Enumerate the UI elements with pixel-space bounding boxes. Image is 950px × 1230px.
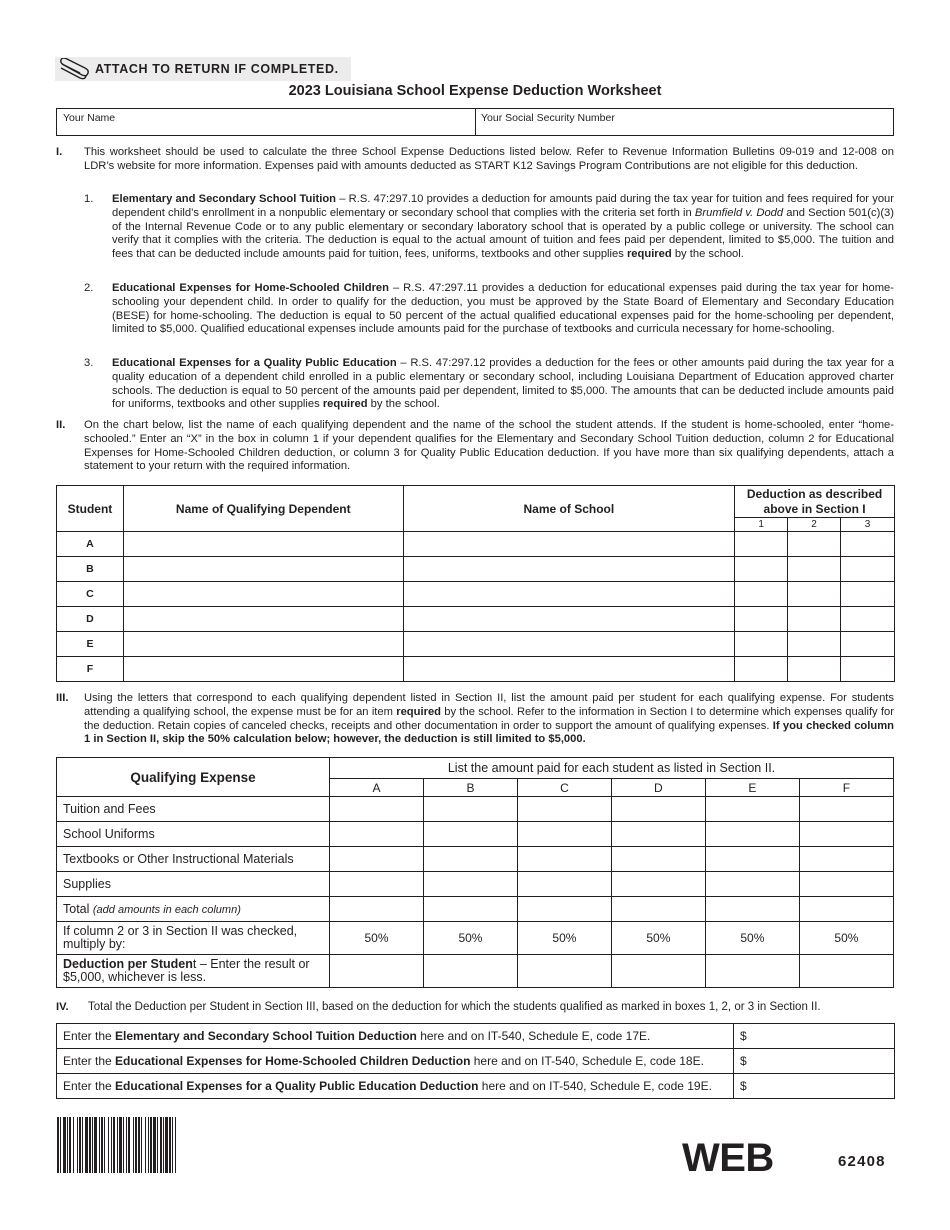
school-name-field[interactable] xyxy=(403,557,735,582)
barcode-icon xyxy=(57,1117,229,1173)
table-row xyxy=(57,955,894,988)
form-title: 2023 Louisiana School Expense Deduction Worksheet xyxy=(288,83,662,99)
deduction-field[interactable] xyxy=(705,955,799,988)
amount-field[interactable] xyxy=(705,822,799,847)
section-4-number: IV. xyxy=(56,1001,69,1013)
school-name-field[interactable] xyxy=(403,607,735,632)
amount-field[interactable] xyxy=(330,872,424,897)
totals-table xyxy=(56,1023,895,1099)
amount-field[interactable] xyxy=(517,822,611,847)
table-row xyxy=(57,557,895,582)
amount-field[interactable] xyxy=(330,822,424,847)
dependents-table xyxy=(56,485,895,682)
amount-field[interactable] xyxy=(799,822,893,847)
tuition-deduction-label: Enter the Elementary and Secondary School Tuition Deduction here and on IT-540, Schedule E, code 17E. xyxy=(57,1024,734,1049)
amount-field[interactable] xyxy=(423,872,517,897)
checkbox-col-2[interactable] xyxy=(788,632,841,657)
public-education-deduction-field[interactable]: $ xyxy=(734,1074,895,1099)
school-name-field[interactable] xyxy=(403,532,735,557)
expense-label: School Uniforms xyxy=(57,822,330,847)
section-1-number: I. xyxy=(56,146,63,158)
letter-col-a: A xyxy=(330,779,424,797)
item-3-text: Educational Expenses for a Quality Public Education – R.S. 47:297.12 provides a deduction for the fees or other amounts paid during the tax year for a quality education of a dependent child enrolled in a public elementary or secondary school, including Louisiana Department of Education approved charter schools. The deduction is equal to 50 percent of the amounts paid per dependent, limited to $5,000. The amounts that can be deducted include amounts paid for uniforms, textbooks and other supplies required by the school. xyxy=(112,357,894,411)
amount-field[interactable] xyxy=(799,872,893,897)
your-name-field[interactable] xyxy=(57,109,475,135)
checkbox-col-1[interactable] xyxy=(735,582,788,607)
table-row xyxy=(57,632,895,657)
attach-notice: ATTACH TO RETURN IF COMPLETED. xyxy=(95,62,339,76)
dependent-name-field[interactable] xyxy=(123,632,403,657)
paperclip-icon xyxy=(58,58,90,80)
amount-field[interactable] xyxy=(330,797,424,822)
checkbox-col-3[interactable] xyxy=(841,632,895,657)
amount-field[interactable] xyxy=(517,872,611,897)
total-field[interactable] xyxy=(799,897,893,922)
section-2-text: On the chart below, list the name of each qualifying dependent and the name of the school the student attends. If the student is home-schooled, enter “home-schooled.” Enter an “X” in the box in column 1 if your dependent qualifies for the Elementary and Secondary School Tuition deduction, column 2 for Educational Expenses for Home-Schooled Children deduction, or column 3 for Quality Public Education deduction. If you have more than six qualifying dependents, attach a statement to your return with the required information. xyxy=(84,419,894,473)
expense-label: Textbooks or Other Instructional Materials xyxy=(57,847,330,872)
total-field[interactable] xyxy=(423,897,517,922)
letter-col-c: C xyxy=(517,779,611,797)
col-deduction-header: Deduction as described above in Section I xyxy=(735,486,895,518)
letter-col-e: E xyxy=(705,779,799,797)
dependent-name-field[interactable] xyxy=(123,607,403,632)
deduction-field[interactable] xyxy=(517,955,611,988)
checkbox-col-2[interactable] xyxy=(788,557,841,582)
deduction-field[interactable] xyxy=(423,955,517,988)
checkbox-col-1[interactable] xyxy=(735,632,788,657)
web-mark: WEB xyxy=(682,1136,774,1180)
expense-label: Tuition and Fees xyxy=(57,797,330,822)
school-name-field[interactable] xyxy=(403,632,735,657)
student-letter: C xyxy=(57,582,124,607)
section-3-text: Using the letters that correspond to each qualifying dependent listed in Section II, list the amount paid per student for each qualifying expense. For students attending a qualifying school, the expense must be for an item required by the school. Refer to the information in Section I to determine which expenses qualify for the deduction. Retain copies of canceled checks, receipts and other documentation in order to support the amount of qualifying expenses. If you checked column 1 in Section II, skip the 50% calculation below; however, the deduction is still limited to $5,000. xyxy=(84,692,894,746)
table-row xyxy=(57,1024,895,1049)
table-row xyxy=(57,582,895,607)
subcol-2: 2 xyxy=(788,518,841,532)
your-name-label: Your Name xyxy=(63,112,116,124)
section-2-number: II. xyxy=(56,419,66,431)
percent-value: 50% xyxy=(611,922,705,955)
amount-field[interactable] xyxy=(799,847,893,872)
letter-col-d: D xyxy=(611,779,705,797)
amount-field[interactable] xyxy=(705,847,799,872)
student-letter: D xyxy=(57,607,124,632)
checkbox-col-1[interactable] xyxy=(735,557,788,582)
percent-value: 50% xyxy=(330,922,424,955)
total-field[interactable] xyxy=(705,897,799,922)
table-row xyxy=(57,922,894,955)
table-row xyxy=(57,1049,895,1074)
percent-value: 50% xyxy=(799,922,893,955)
amount-field[interactable] xyxy=(611,797,705,822)
student-letter: F xyxy=(57,657,124,682)
col-expense-header: Qualifying Expense xyxy=(57,758,330,797)
col-list-header: List the amount paid for each student as listed in Section II. xyxy=(330,758,894,779)
section-1-intro: This worksheet should be used to calculate the three School Expense Deductions listed below. Refer to Revenue Information Bulletins 09-019 and 12-008 on LDR’s website for more information. Expenses paid with amounts deducted as START K12 Savings Program Contributions are not eligible for this deduction. xyxy=(84,146,894,172)
ssn-label: Your Social Security Number xyxy=(481,112,615,124)
student-letter: E xyxy=(57,632,124,657)
public-education-deduction-label: Enter the Educational Expenses for a Quality Public Education Deduction here and on IT-540, Schedule E, code 19E. xyxy=(57,1074,734,1099)
item-1-text: Elementary and Secondary School Tuition – R.S. 47:297.10 provides a deduction for amounts paid during the tax year for tuition and fees required for your dependent child’s enrollment in a nonpublic elementary or secondary school that complies with the criteria set forth in Brumfield v. Dodd and Section 501(c)(3) of the Internal Revenue Code or to any public elementary or secondary laboratory school that is operated by a public college or university. The school can verify that it complies with the criteria. The deduction is equal to the actual amount of tuition and fees paid per dependent, limited to $5,000. The tuition and fees that can be deducted include amounts paid for tuition, fees, uniforms, textbooks and other supplies required by the school. xyxy=(112,193,895,261)
deduction-field[interactable] xyxy=(330,955,424,988)
item-2-number: 2. xyxy=(84,282,94,294)
subcol-1: 1 xyxy=(735,518,788,532)
item-3-number: 3. xyxy=(84,357,94,369)
checkbox-col-1[interactable] xyxy=(735,607,788,632)
item-1-number: 1. xyxy=(84,193,94,205)
amount-field[interactable] xyxy=(517,847,611,872)
ssn-field[interactable] xyxy=(476,109,893,135)
table-row xyxy=(57,847,894,872)
student-letter: B xyxy=(57,557,124,582)
dependent-name-field[interactable] xyxy=(123,557,403,582)
expenses-table xyxy=(56,757,894,988)
dependent-name-field[interactable] xyxy=(123,532,403,557)
col-student-header: Student xyxy=(57,486,124,532)
amount-field[interactable] xyxy=(705,797,799,822)
percent-value: 50% xyxy=(423,922,517,955)
school-name-field[interactable] xyxy=(403,657,735,682)
table-row xyxy=(57,822,894,847)
checkbox-col-1[interactable] xyxy=(735,532,788,557)
subcol-3: 3 xyxy=(841,518,895,532)
dependent-name-field[interactable] xyxy=(123,582,403,607)
amount-field[interactable] xyxy=(423,797,517,822)
student-letter: A xyxy=(57,532,124,557)
total-field[interactable] xyxy=(611,897,705,922)
amount-field[interactable] xyxy=(423,822,517,847)
amount-field[interactable] xyxy=(799,797,893,822)
letter-col-f: F xyxy=(799,779,893,797)
deduction-per-student-label: Deduction per Student – Enter the result or $5,000, whichever is less. xyxy=(57,955,330,988)
table-row xyxy=(57,1074,895,1099)
amount-field[interactable] xyxy=(423,847,517,872)
amount-field[interactable] xyxy=(611,872,705,897)
table-row xyxy=(57,797,894,822)
homeschool-deduction-label: Enter the Educational Expenses for Home-Schooled Children Deduction here and on IT-540, Schedule E, code 18E. xyxy=(57,1049,734,1074)
taxpayer-info-box xyxy=(56,108,894,136)
checkbox-col-1[interactable] xyxy=(735,657,788,682)
checkbox-col-2[interactable] xyxy=(788,657,841,682)
percent-value: 50% xyxy=(705,922,799,955)
letter-col-b: B xyxy=(423,779,517,797)
amount-field[interactable] xyxy=(611,847,705,872)
table-row xyxy=(57,607,895,632)
table-row xyxy=(57,897,894,922)
checkbox-col-2[interactable] xyxy=(788,582,841,607)
item-2-text: Educational Expenses for Home-Schooled Children – R.S. 47:297.11 provides a deduction for educational expenses paid during the tax year for home-schooling your dependent child. In order to qualify for the deduction, you must be approved by the State Board of Elementary and Secondary Education (BESE) for home-schooling. The deduction is equal to 50 percent of the actual qualified educational expenses paid for the home-schooling per dependent, limited to $5,000. Qualified educational expenses include amounts paid for the purchase of textbooks and curricula necessary for home-schooling. xyxy=(112,282,894,336)
table-row xyxy=(57,872,894,897)
homeschool-deduction-field[interactable]: $ xyxy=(734,1049,895,1074)
total-field[interactable] xyxy=(330,897,424,922)
amount-field[interactable] xyxy=(705,872,799,897)
expense-label: Supplies xyxy=(57,872,330,897)
table-row xyxy=(57,657,895,682)
dependent-name-field[interactable] xyxy=(123,657,403,682)
checkbox-col-3[interactable] xyxy=(841,657,895,682)
table-row xyxy=(57,532,895,557)
checkbox-col-3[interactable] xyxy=(841,582,895,607)
checkbox-col-3[interactable] xyxy=(841,607,895,632)
checkbox-col-3[interactable] xyxy=(841,532,895,557)
tuition-deduction-field[interactable]: $ xyxy=(734,1024,895,1049)
amount-field[interactable] xyxy=(517,797,611,822)
checkbox-col-2[interactable] xyxy=(788,532,841,557)
form-number: 62408 xyxy=(838,1153,886,1170)
deduction-field[interactable] xyxy=(799,955,893,988)
section-4-text: Total the Deduction per Student in Section III, based on the deduction for which the students qualified as marked in boxes 1, 2, or 3 in Section II. xyxy=(88,1001,821,1013)
total-label: Total (add amounts in each column) xyxy=(57,897,330,922)
amount-field[interactable] xyxy=(611,822,705,847)
amount-field[interactable] xyxy=(330,847,424,872)
col-school-header: Name of School xyxy=(403,486,735,532)
percent-value: 50% xyxy=(517,922,611,955)
col-dependent-header: Name of Qualifying Dependent xyxy=(123,486,403,532)
total-field[interactable] xyxy=(517,897,611,922)
multiply-label: If column 2 or 3 in Section II was checked, multiply by: xyxy=(57,922,330,955)
school-name-field[interactable] xyxy=(403,582,735,607)
section-3-number: III. xyxy=(56,692,69,704)
checkbox-col-2[interactable] xyxy=(788,607,841,632)
deduction-field[interactable] xyxy=(611,955,705,988)
checkbox-col-3[interactable] xyxy=(841,557,895,582)
